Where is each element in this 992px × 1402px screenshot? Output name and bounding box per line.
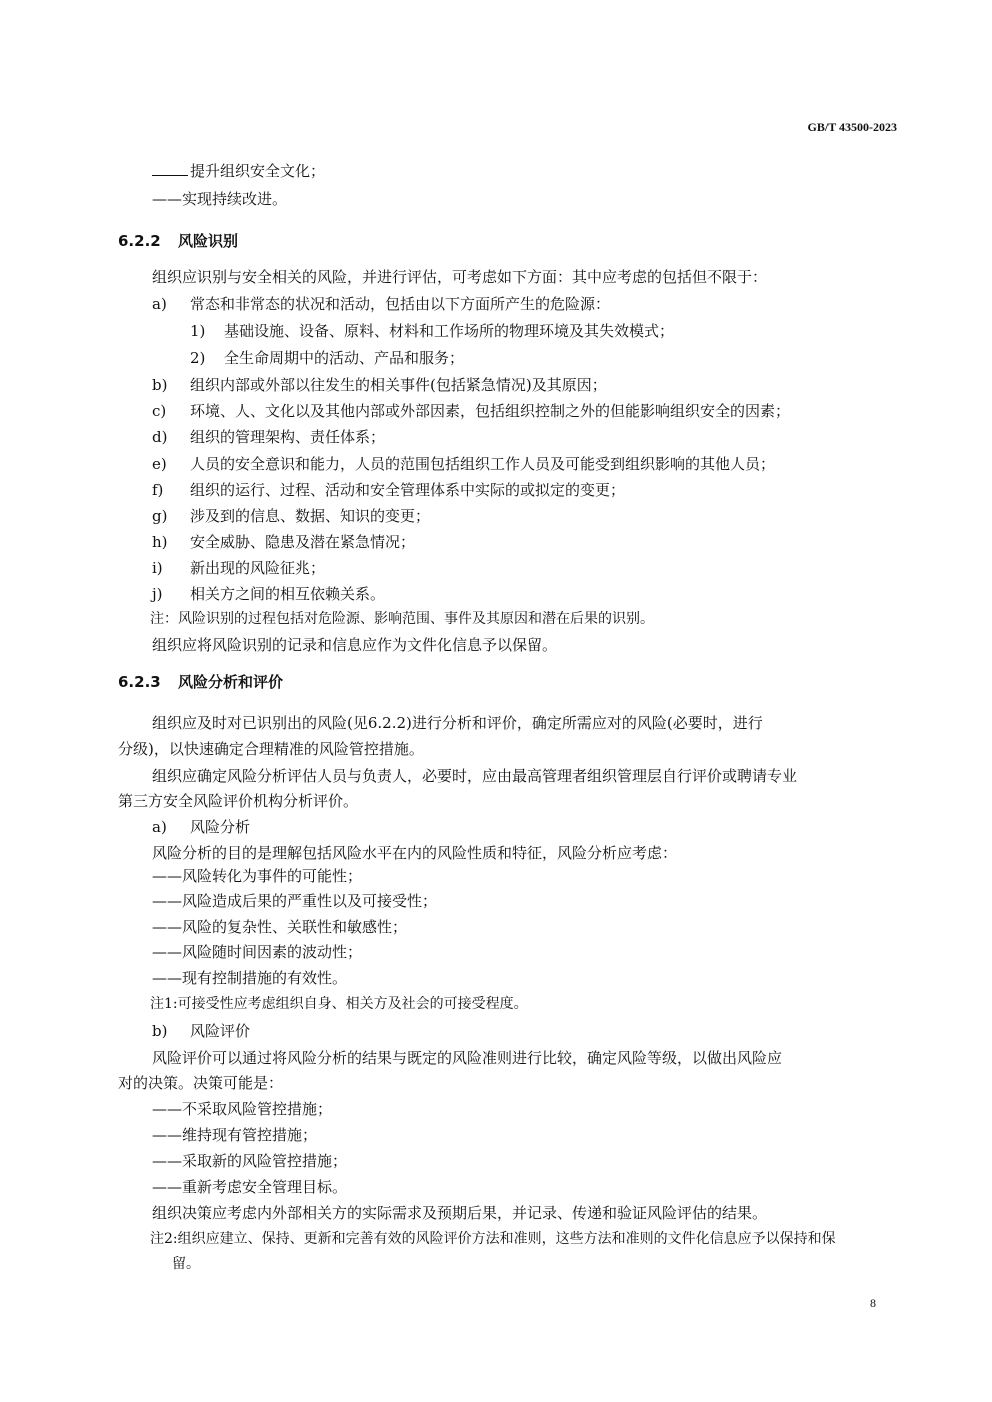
paragraph-line: 对的决策。决策可能是： bbox=[118, 1074, 284, 1092]
list-item: ——风险转化为事件的可能性； bbox=[152, 867, 363, 885]
paragraph: 风险分析的目的是理解包括风险水平在内的风险性质和特征，风险分析应考虑： bbox=[152, 844, 678, 862]
section-heading-6-2-2 bbox=[118, 231, 238, 251]
section-title: 风险识别 bbox=[178, 232, 239, 250]
list-item: ——重新考虑安全管理目标。 bbox=[152, 1178, 348, 1196]
sub-list-item: 1) 基础设施、设备、原料、材料和工作场所的物理环境及其失效模式； bbox=[190, 322, 675, 340]
document-id: GB/T 43500-2023 bbox=[807, 120, 897, 134]
paragraph-line: 组织应确定风险分析评估人员与负责人，必要时，应由最高管理者组织管理层自行评价或聘请专业 bbox=[152, 767, 798, 785]
list-item: f) 组织的运行、过程、活动和安全管理体系中实际的或拟定的变更； bbox=[152, 481, 626, 499]
list-item: b) 组织内部或外部以往发生的相关事件(包括紧急情况)及其原因； bbox=[152, 376, 607, 394]
note: 注：风险识别的过程包括对危险源、影响范围、事件及其原因和潜在后果的识别。 bbox=[150, 611, 654, 627]
section-heading-6-2-3 bbox=[118, 672, 283, 692]
subsection-label: b) 风险评价 bbox=[152, 1022, 251, 1040]
sub-list-item: 2) 全生命周期中的活动、产品和服务； bbox=[190, 349, 465, 367]
list-item: ——风险随时间因素的波动性； bbox=[152, 943, 363, 961]
paragraph: 组织应将风险识别的记录和信息应作为文件化信息予以保留。 bbox=[152, 636, 558, 654]
list-item: d) 组织的管理架构、责任体系； bbox=[152, 428, 386, 446]
list-item: g) 涉及到的信息、数据、知识的变更； bbox=[152, 507, 431, 525]
paragraph-line: 组织应及时对已识别出的风险(见6.2.2)进行分析和评价，确定所需应对的风险(必要时，进行 bbox=[152, 714, 763, 732]
list-item: h) 安全威胁、隐患及潜在紧急情况； bbox=[152, 533, 416, 551]
paragraph-line: 第三方安全风险评价机构分析评价。 bbox=[118, 792, 359, 810]
paragraph: 组织应识别与安全相关的风险，并进行评估，可考虑如下方面：其中应考虑的包括但不限于： bbox=[152, 268, 768, 286]
note: 注2:组织应建立、保持、更新和完善有效的风险评价方法和准则，这些方法和准则的文件化信息应予以保持和保 bbox=[150, 1231, 836, 1247]
list-item: a) 常态和非常态的状况和活动，包括由以下方面所产生的危险源： bbox=[152, 295, 611, 313]
section-number: 6.2.2 bbox=[118, 232, 161, 250]
list-item: ——现有控制措施的有效性。 bbox=[152, 969, 348, 987]
paragraph: 组织决策应考虑内外部相关方的实际需求及预期后果，并记录、传递和验证风险评估的结果。 bbox=[152, 1204, 768, 1222]
list-item: c) 环境、人、文化以及其他内部或外部因素，包括组织控制之外的但能影响组织安全的因素； bbox=[152, 402, 791, 420]
note: 注1:可接受性应考虑组织自身、相关方及社会的可接受程度。 bbox=[150, 996, 528, 1012]
section-title: 风险分析和评价 bbox=[178, 673, 284, 691]
list-item: ——风险的复杂性、关联性和敏感性； bbox=[152, 918, 408, 936]
list-item: e) 人员的安全意识和能力，人员的范围包括组织工作人员及可能受到组织影响的其他人员； bbox=[152, 455, 776, 473]
subsection-label: a) 风险分析 bbox=[152, 818, 251, 836]
list-item: j) 相关方之间的相互依赖关系。 bbox=[152, 585, 386, 603]
list-item: ——实现持续改进。 bbox=[152, 190, 288, 208]
list-item: ——风险造成后果的严重性以及可接受性； bbox=[152, 892, 438, 910]
list-item: i) 新出现的风险征兆； bbox=[152, 559, 326, 577]
note-continuation: 留。 bbox=[172, 1256, 200, 1272]
blank-underline bbox=[152, 161, 188, 176]
list-item: ——采取新的风险管控措施； bbox=[152, 1152, 348, 1170]
page-number: 8 bbox=[870, 1296, 876, 1310]
paragraph-line: 风险评价可以通过将风险分析的结果与既定的风险准则进行比较，确定风险等级，以做出风险应 bbox=[152, 1049, 783, 1067]
list-item: ——维持现有管控措施； bbox=[152, 1126, 318, 1144]
list-item: 提升组织安全文化； bbox=[152, 161, 325, 181]
list-item: ——不采取风险管控措施； bbox=[152, 1100, 333, 1118]
section-number: 6.2.3 bbox=[118, 673, 161, 691]
paragraph-line: 分级)，以快速确定合理精准的风险管控措施。 bbox=[118, 740, 424, 758]
